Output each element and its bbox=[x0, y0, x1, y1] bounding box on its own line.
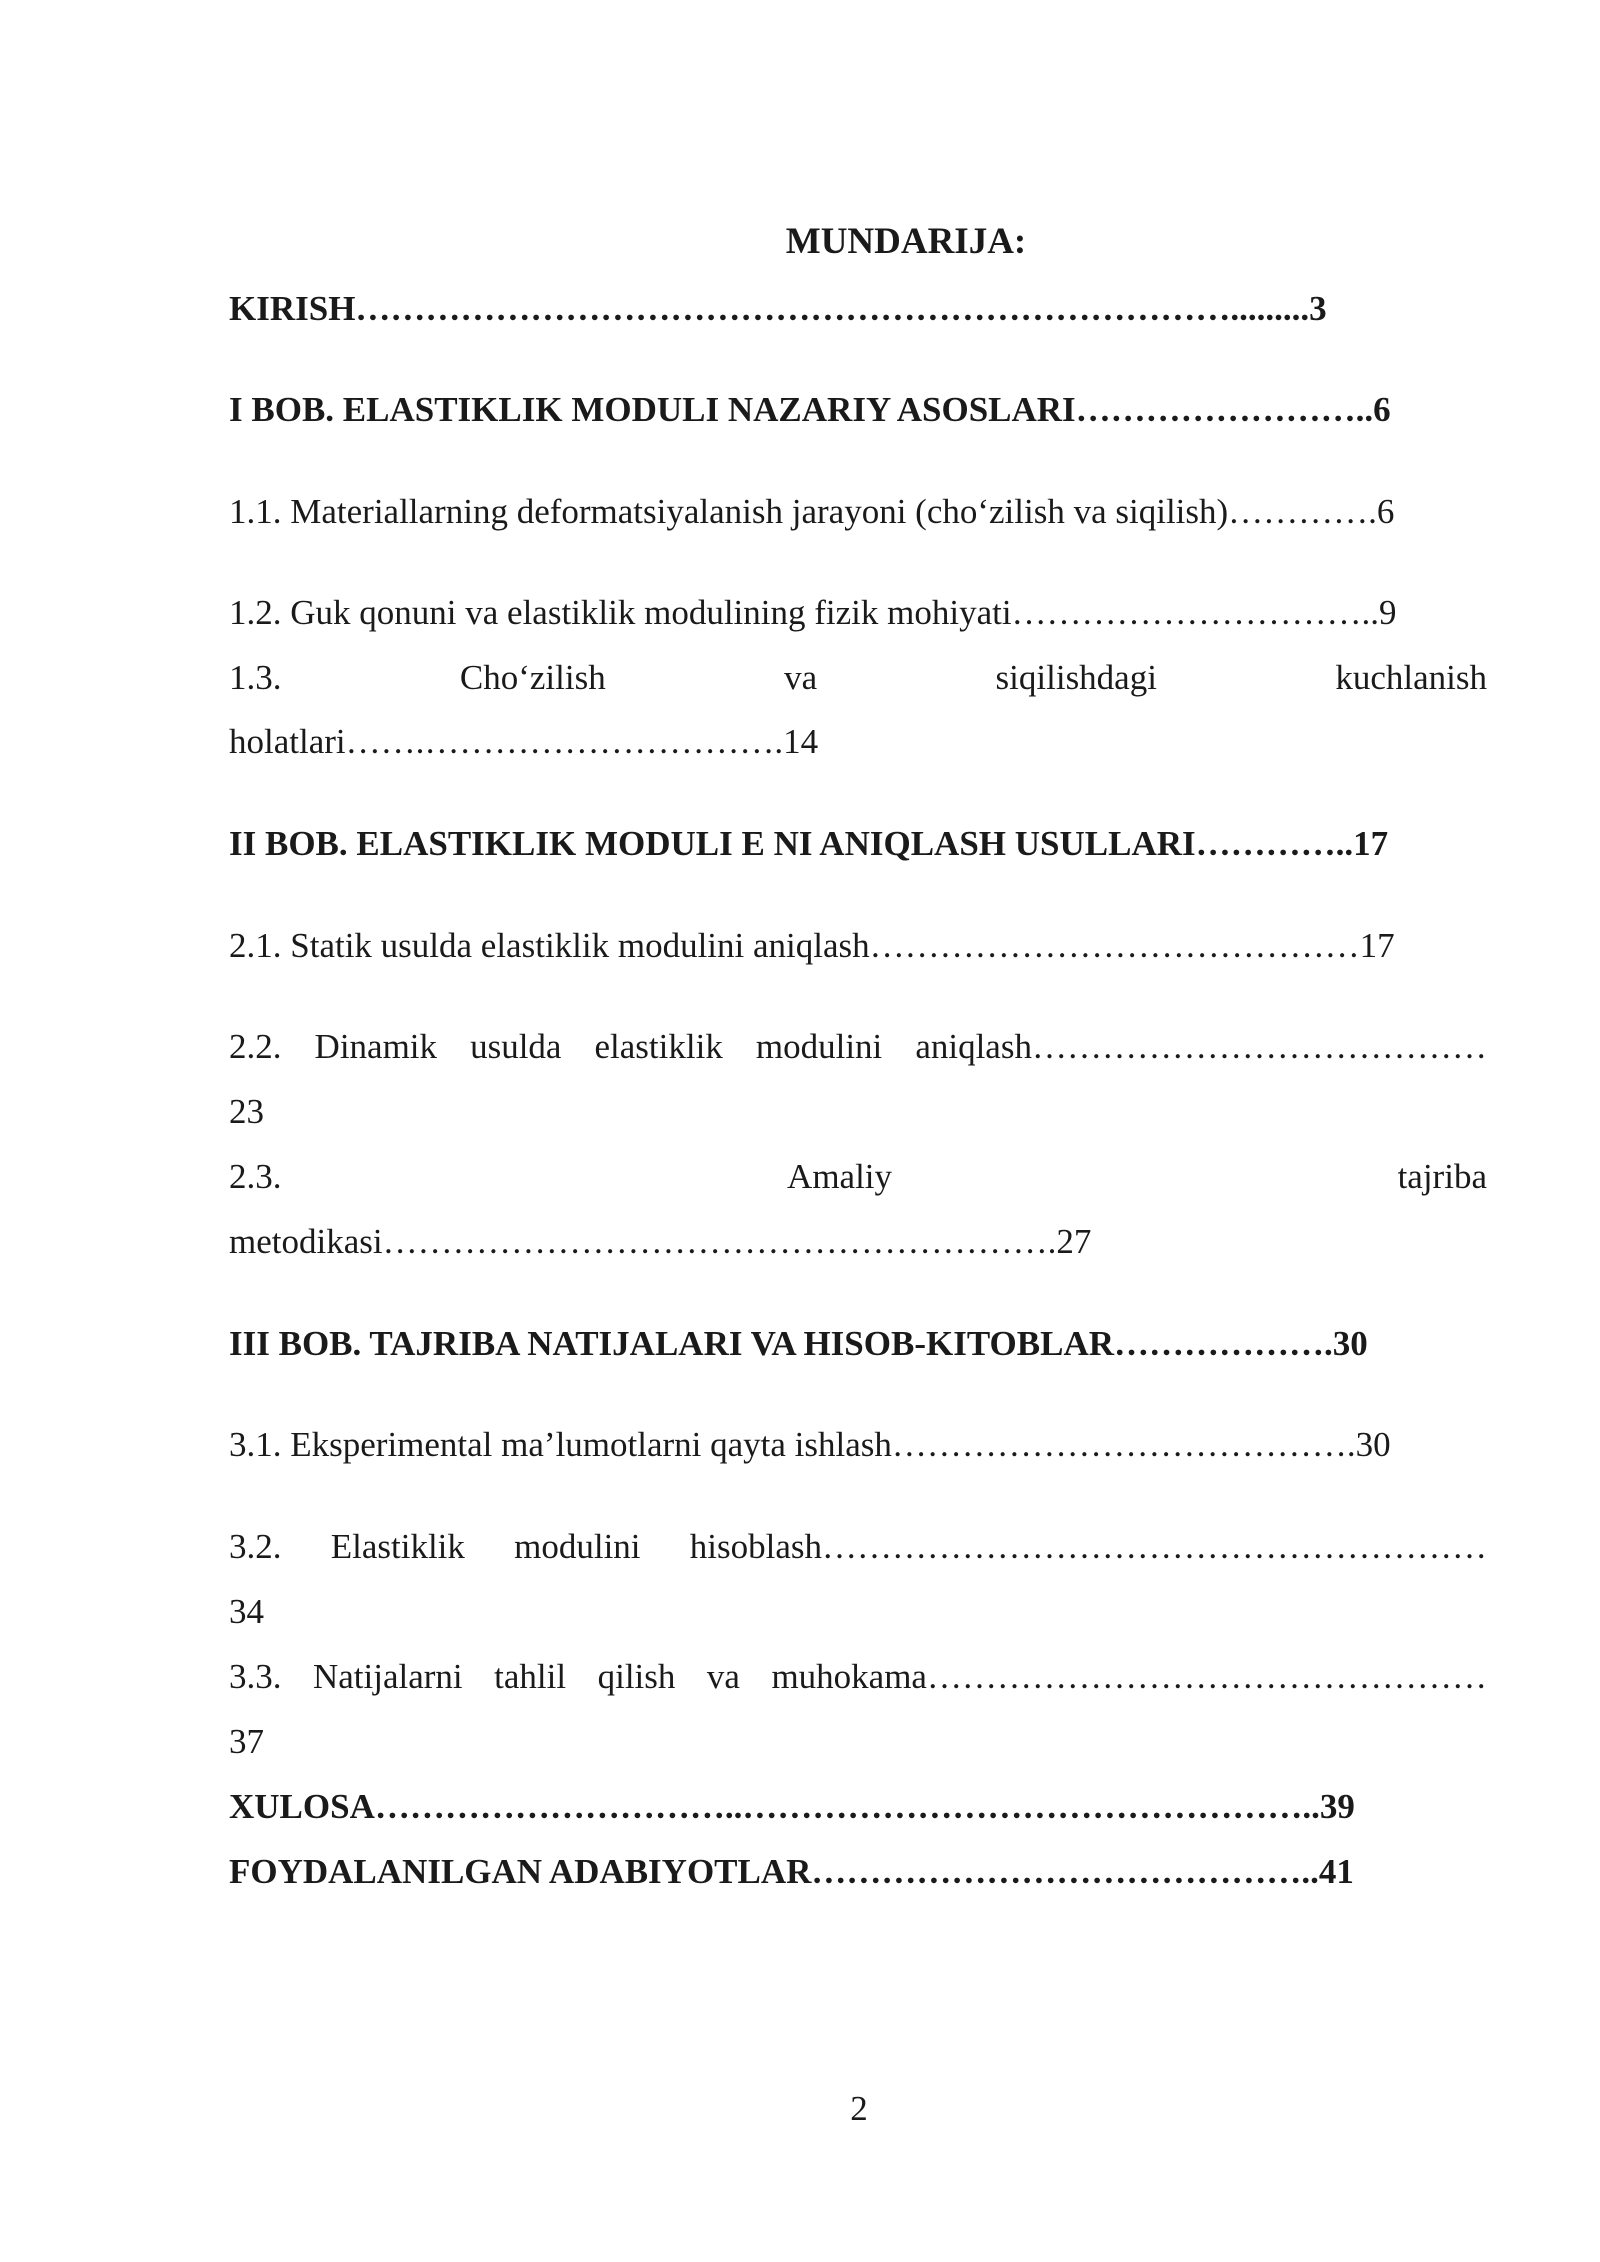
toc-entry-kirish: KIRISH………………………………………………………………….........3 bbox=[229, 289, 1327, 328]
toc-entry-chapter-2: II BOB. ELASTIKLIK MODULI E NI ANIQLASH USULLARI…………..17 bbox=[229, 824, 1389, 863]
toc-entry-3-1: 3.1. Eksperimental ma’lumotlarni qayta ishlash………………………………….30 bbox=[229, 1425, 1391, 1464]
toc-entry-3-2-continuation: 34 bbox=[229, 1592, 264, 1631]
toc-entry-3-2 bbox=[229, 1523, 1487, 1571]
page-number: 2 bbox=[850, 2089, 868, 2128]
toc-entry-1-1: 1.1. Materiallarning deformatsiyalanish jarayoni (cho‘zilish va siqilish)………….6 bbox=[229, 492, 1395, 531]
toc-word: modulini bbox=[514, 1527, 641, 1566]
toc-word: usulda bbox=[470, 1027, 562, 1066]
toc-entry-chapter-3: III BOB. TAJRIBA NATIJALARI VA HISOB-KITOBLAR……………….30 bbox=[229, 1324, 1368, 1363]
page-title: MUNDARIJA: bbox=[785, 221, 1027, 262]
toc-entry-2-2-continuation: 23 bbox=[229, 1092, 264, 1131]
toc-entry-1-2: 1.2. Guk qonuni va elastiklik modulining fizik mohiyati…………………………..9 bbox=[229, 593, 1397, 632]
toc-entry-2-1: 2.1. Statik usulda elastiklik modulini aniqlash……………………………………17 bbox=[229, 926, 1395, 965]
toc-word: tajriba bbox=[1397, 1157, 1487, 1196]
toc-entry-2-3 bbox=[229, 1153, 1487, 1201]
toc-entry-1-3 bbox=[229, 654, 1487, 702]
toc-word: 3.3. bbox=[229, 1657, 282, 1696]
toc-entry-adabiyotlar: FOYDALANILGAN ADABIYOTLAR……………………………………..41 bbox=[229, 1852, 1354, 1891]
toc-word: elastiklik bbox=[594, 1027, 723, 1066]
toc-word: muhokama………………………………………… bbox=[771, 1657, 1487, 1696]
toc-word: 3.2. bbox=[229, 1527, 282, 1566]
toc-word: Dinamik bbox=[314, 1027, 438, 1066]
toc-word: aniqlash………………………………… bbox=[915, 1027, 1487, 1066]
toc-word: va bbox=[706, 1657, 740, 1696]
toc-word: 1.3. bbox=[229, 658, 282, 697]
toc-word: 2.2. bbox=[229, 1027, 282, 1066]
toc-entry-2-3-continuation: metodikasi………………………………………………….27 bbox=[229, 1222, 1092, 1261]
toc-word: Cho‘zilish bbox=[459, 658, 606, 697]
toc-entry-3-3 bbox=[229, 1653, 1487, 1701]
toc-word: kuchlanish bbox=[1335, 658, 1487, 697]
toc-word: Elastiklik bbox=[330, 1527, 465, 1566]
toc-entry-1-3-continuation: holatlari…….………………………….14 bbox=[229, 722, 819, 761]
toc-word: 2.3. bbox=[229, 1157, 282, 1196]
toc-entry-2-2 bbox=[229, 1023, 1487, 1071]
toc-entry-xulosa: XULOSA…………………………..…………………………………………..39 bbox=[229, 1787, 1355, 1826]
toc-word: va bbox=[784, 658, 818, 697]
toc-word: hisoblash………………………………………………… bbox=[689, 1527, 1487, 1566]
toc-word: qilish bbox=[597, 1657, 676, 1696]
toc-word: Natijalarni bbox=[313, 1657, 463, 1696]
toc-entry-3-3-continuation: 37 bbox=[229, 1722, 264, 1761]
toc-word: Amaliy bbox=[787, 1157, 893, 1196]
toc-entry-chapter-1: I BOB. ELASTIKLIK MODULI NAZARIY ASOSLARI……………………..6 bbox=[229, 390, 1391, 429]
toc-word: siqilishdagi bbox=[995, 658, 1157, 697]
toc-word: tahlil bbox=[494, 1657, 567, 1696]
toc-word: modulini bbox=[755, 1027, 883, 1066]
